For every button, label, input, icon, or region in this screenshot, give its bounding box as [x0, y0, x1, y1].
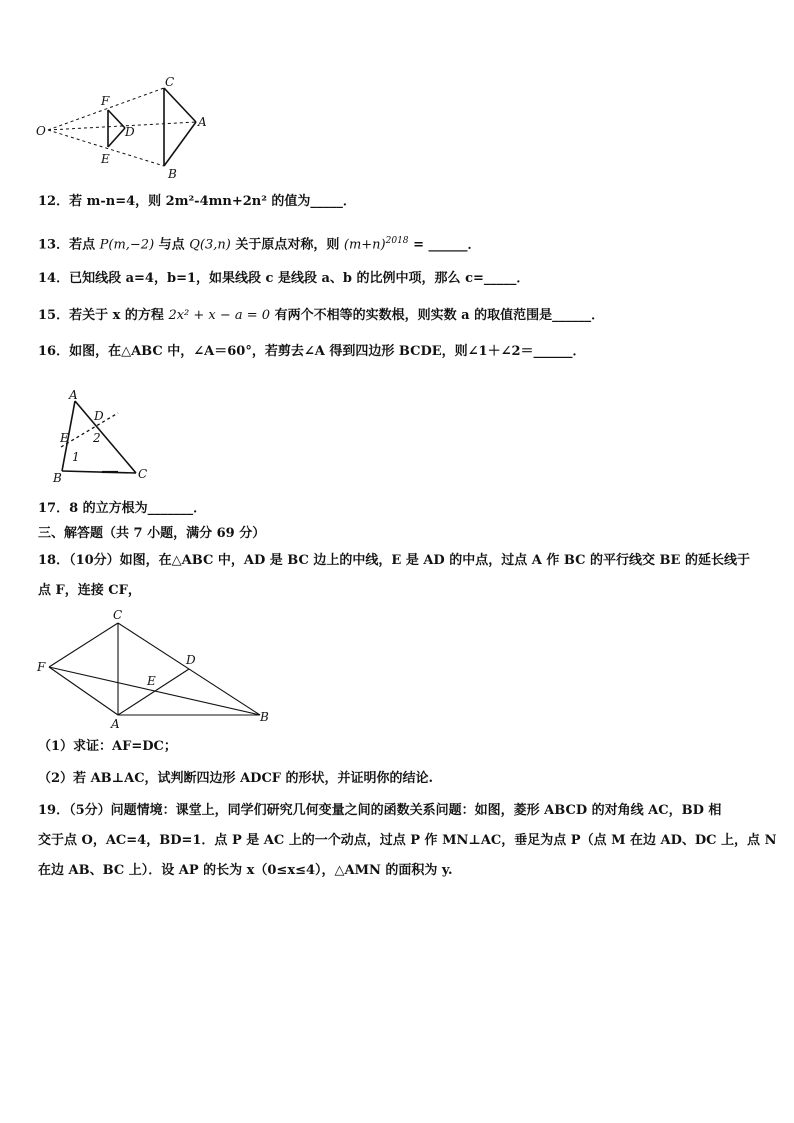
q15-text-b: 有两个不相等的实数根，则实数 a 的取值范围是______．	[274, 308, 605, 323]
section-3-heading: 三、解答题（共 7 小题，满分 69 分）	[38, 526, 266, 541]
fig1-label-D: D	[125, 125, 135, 139]
fig1-label-O: O	[36, 124, 46, 138]
q15-text-a: 15．若关于 x 的方程	[38, 308, 164, 323]
fig2-label-D: D	[94, 409, 104, 423]
fig3-label-C: C	[113, 608, 123, 622]
fig2-label-E: E	[60, 431, 69, 445]
question-18-line-2: 点 F，连接 CF，	[38, 583, 141, 598]
fig2-label-B: B	[53, 471, 62, 485]
fig2-label-2: 2	[93, 431, 101, 445]
question-18-part-1: （1）求证：AF=DC；	[38, 739, 177, 754]
q13-text-b: 与点	[158, 237, 185, 253]
q13-expression: (m+n)	[343, 237, 386, 253]
question-16: 16．如图，在△ABC 中，∠A＝60°，若剪去∠A 得到四边形 BCDE，则∠1＋∠2＝______．	[38, 344, 586, 359]
figure-cut-triangle	[50, 385, 160, 485]
figure-triangle-abc	[35, 605, 275, 730]
question-12: 12．若 m-n=4，则 2m²-4mn+2n² 的值为_____．	[38, 194, 356, 209]
fig3-label-D: D	[186, 653, 196, 667]
fig1-label-B: B	[168, 167, 177, 181]
q13-point-q: Q(3,n)	[189, 237, 231, 253]
fig2-label-1: 1	[72, 450, 80, 464]
fig3-label-E: E	[147, 674, 156, 688]
q13-text-d: = ______．	[413, 237, 481, 253]
fig3-label-B: B	[260, 710, 269, 724]
q13-exponent: 2018	[385, 236, 409, 246]
question-19-line-1: 19．（5分）问题情境：课堂上，同学们研究几何变量之间的函数关系问题：如图，菱形 ABCD 的对角线 AC，BD 相	[38, 803, 722, 818]
question-19-line-2: 交于点 O，AC=4，BD=1．点 P 是 AC 上的一个动点，过点 P 作 MN⊥AC，垂足为点 P（点 M 在边 AD、DC 上，点 N	[38, 833, 777, 848]
question-17: 17．8 的立方根为_______．	[38, 501, 207, 516]
question-15	[38, 307, 768, 325]
question-14: 14．已知线段 a=4，b=1，如果线段 c 是线段 a、b 的比例中项，那么 c=_____．	[38, 271, 530, 286]
q13-text-a: 13．若点	[38, 237, 96, 253]
fig1-label-E: E	[101, 152, 110, 166]
q13-text-c: 关于原点对称，则	[235, 237, 340, 253]
fig1-label-F: F	[101, 94, 110, 108]
figure-similar-triangles	[30, 70, 220, 182]
question-19-line-3: 在边 AB、BC 上）．设 AP 的长为 x（0≤x≤4），△AMN 的面积为 y.	[38, 863, 453, 878]
fig2-label-C: C	[138, 467, 148, 481]
fig3-label-F: F	[37, 660, 46, 674]
q13-point-p: P(m,−2)	[99, 237, 155, 253]
fig2-label-A: A	[69, 388, 78, 402]
question-13	[38, 232, 768, 254]
fig1-label-C: C	[165, 75, 175, 89]
q15-equation: 2x² + x − a = 0	[168, 308, 271, 323]
fig3-label-A: A	[111, 717, 120, 730]
fig1-label-A: A	[198, 115, 207, 129]
question-18-line-1: 18．（10分）如图，在△ABC 中，AD 是 BC 边上的中线，E 是 AD 的中点，过点 A 作 BC 的平行线交 BE 的延长线于	[38, 553, 750, 568]
question-18-part-2: （2）若 AB⊥AC，试判断四边形 ADCF 的形状，并证明你的结论.	[38, 771, 434, 786]
